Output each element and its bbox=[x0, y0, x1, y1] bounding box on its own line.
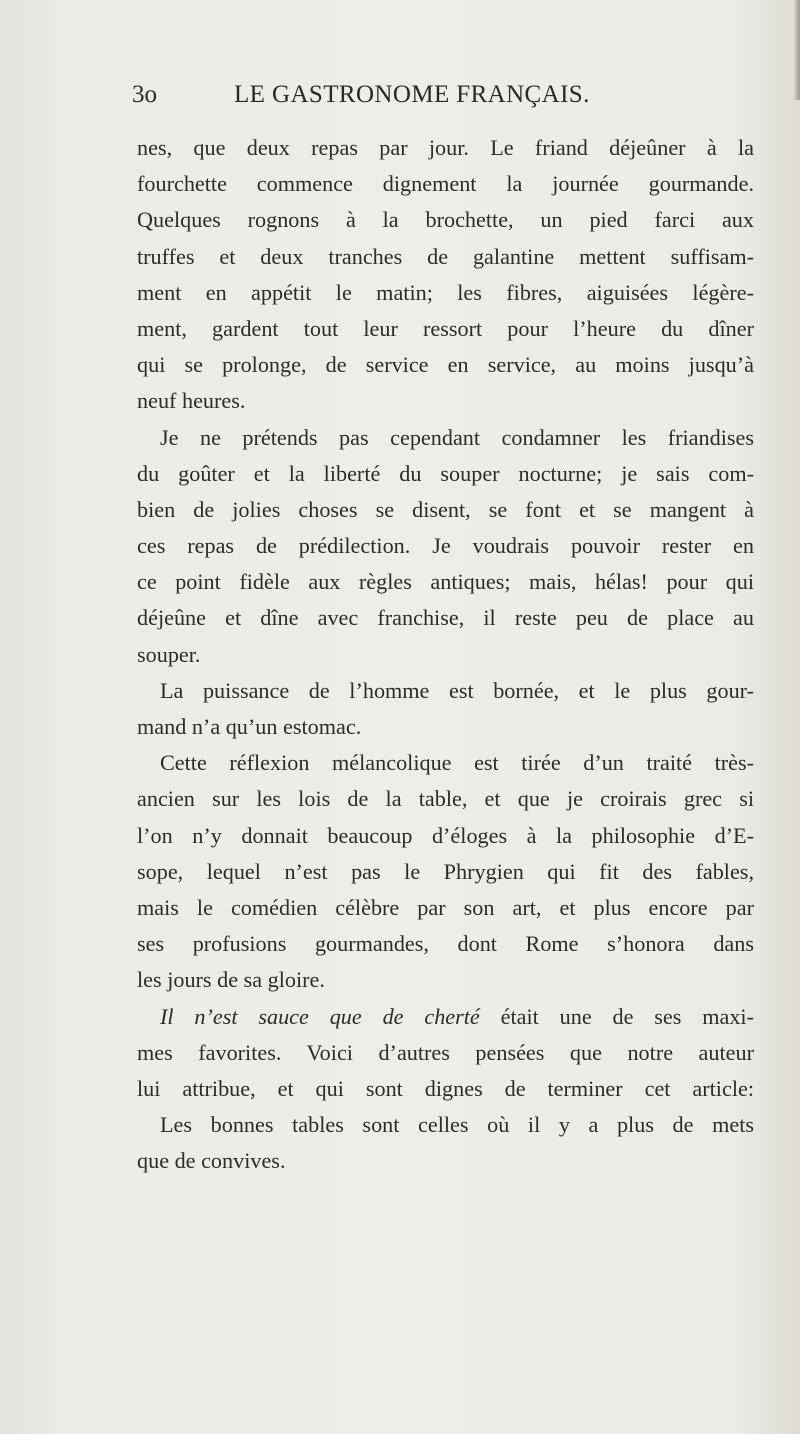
text-line: du goûter et la liberté du souper nocturne; je sais com- bbox=[137, 460, 754, 486]
text-line: que de convives. bbox=[137, 1148, 286, 1174]
text-line: ces repas de prédilection. Je voudrais pouvoir rester en bbox=[137, 533, 754, 559]
paragraph-start-line: Cette réflexion mélancolique est tirée d’un traité très- bbox=[160, 750, 754, 776]
text-line: mes favorites. Voici d’autres pensées que notre auteur bbox=[137, 1039, 754, 1065]
text-line: l’on n’y donnait beaucoup d’éloges à la philosophie d’E- bbox=[137, 822, 754, 848]
running-head bbox=[132, 79, 616, 111]
paragraph-start-line: La puissance de l’homme est bornée, et le plus gour- bbox=[160, 677, 754, 703]
text-fragment: était une de ses maxi- bbox=[479, 1003, 754, 1029]
italic-maxim: Il n’est sauce que de cherté bbox=[160, 1003, 480, 1029]
text-line: souper. bbox=[137, 641, 201, 667]
text-line: fourchette commence dignement la journée gourmande. bbox=[137, 171, 754, 197]
text-line: mand n’a qu’un estomac. bbox=[137, 714, 362, 739]
text-line: Quelques rognons à la brochette, un pied farci aux bbox=[137, 207, 754, 233]
body-text bbox=[137, 130, 754, 1179]
page-edge bbox=[794, 0, 800, 100]
paragraph-start-line: Les bonnes tables sont celles où il y a plus de mets bbox=[160, 1112, 754, 1138]
text-line: truffes et deux tranches de galantine mettent suffisam- bbox=[137, 243, 754, 269]
text-line: ment, gardent tout leur ressort pour l’heure du dîner bbox=[137, 315, 754, 341]
paragraph-start-line bbox=[137, 999, 754, 1035]
text-line: ce point fidèle aux règles antiques; mais, hélas! pour qui bbox=[137, 569, 754, 595]
text-line: mais le comédien célèbre par son art, et plus encore par bbox=[137, 894, 754, 920]
running-title: LE GASTRONOME FRANÇAIS. bbox=[234, 81, 590, 108]
text-line: ancien sur les lois de la table, et que je croirais grec si bbox=[137, 786, 754, 812]
text-line: nes, que deux repas par jour. Le friand déjeûner à la bbox=[137, 135, 754, 160]
text-line: neuf heures. bbox=[137, 388, 246, 414]
text-line: sope, lequel n’est pas le Phrygien qui fit des fables, bbox=[137, 858, 754, 884]
text-line: bien de jolies choses se disent, se font et se mangent à bbox=[137, 496, 754, 522]
text-line: ment en appétit le matin; les fibres, aiguisées légère- bbox=[137, 279, 754, 305]
text-line: ses profusions gourmandes, dont Rome s’honora dans bbox=[137, 931, 754, 957]
text-line: les jours de sa gloire. bbox=[137, 967, 325, 993]
text-line: lui attribue, et qui sont dignes de terminer cet article: bbox=[137, 1075, 754, 1101]
page-number: 3o bbox=[132, 81, 157, 108]
paragraph-start-line: Je ne prétends pas cependant condamner les friandises bbox=[160, 424, 754, 450]
text-line: qui se prolonge, de service en service, au moins jusqu’à bbox=[137, 352, 754, 378]
text-line: déjeûne et dîne avec franchise, il reste peu de place au bbox=[137, 605, 754, 631]
